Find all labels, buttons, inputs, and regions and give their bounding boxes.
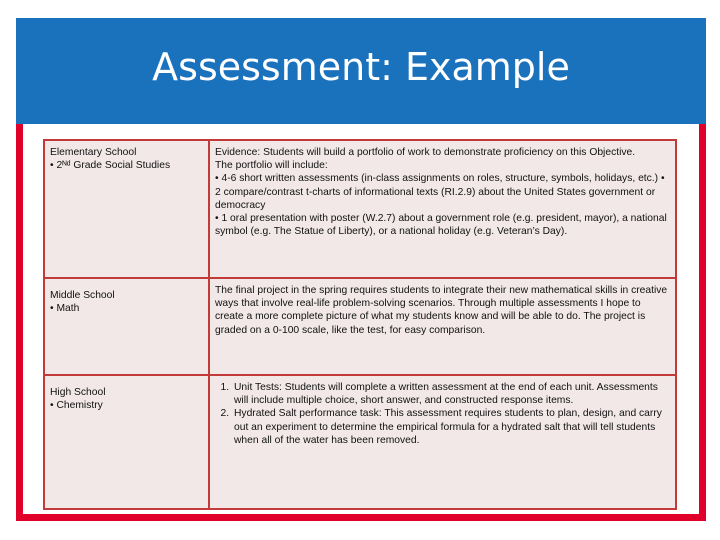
evidence-line: • 4-6 short written assessments (in-class assignments on roles, structure, symbols, holidays, etc.) • 2 compare/contrast t-charts of informational texts (RI.2.9) about the United States government or democracy (215, 173, 665, 211)
row-label-cell (44, 278, 209, 375)
table-row (44, 278, 676, 375)
assessment-list (215, 381, 670, 447)
subject-label: • Chemistry (50, 400, 103, 412)
slide-frame (16, 18, 706, 521)
evidence-cell (209, 140, 676, 278)
evidence-line: Evidence: Students will build a portfolio of work to demonstrate proficiency on this Objective. (215, 147, 636, 158)
level-label: Middle School (50, 290, 115, 301)
evidence-line: • 1 oral presentation with poster (W.2.7) about a government role (e.g. president, mayor), a national symbol (e.g. The Statue of Liberty), or a national holiday (e.g. Veteran’s Day). (215, 213, 667, 238)
slide-title: Assessment: Example (152, 45, 570, 89)
evidence-line: The portfolio will include: (215, 160, 328, 172)
evidence-cell (209, 278, 676, 375)
assessment-table (43, 139, 677, 510)
table-row (44, 375, 676, 509)
subject-label: • 2ᴺᵈ Grade Social Studies (50, 160, 171, 172)
level-label: High School (50, 387, 106, 398)
subject-label: • Math (50, 303, 80, 315)
slide-content (23, 124, 699, 514)
list-item: 2. Hydrated Salt performance task: This assessment requires students to plan, design, and carry out an experiment to determine the empirical formula for a hydrated salt that will tell students when all of the water has been removed. (232, 407, 670, 447)
table-row (44, 140, 676, 278)
evidence-cell (209, 375, 676, 509)
evidence-text: The final project in the spring requires students to integrate their new mathematical skills in creative ways that involve real-life problem-solving scenarios. Through multiple assessments I hope to create a more complete picture of what my students know and will be able to do. The project is graded on a 0-100 scale, like the test, for easy comparison. (215, 285, 668, 336)
row-label-cell (44, 140, 209, 278)
title-bar (16, 18, 706, 124)
list-item: 1. Unit Tests: Students will complete a written assessment at the end of each unit. Assessments will include multiple choice, short answer, and constructed response items. (232, 381, 670, 407)
level-label: Elementary School (50, 147, 137, 158)
row-label-cell (44, 375, 209, 509)
